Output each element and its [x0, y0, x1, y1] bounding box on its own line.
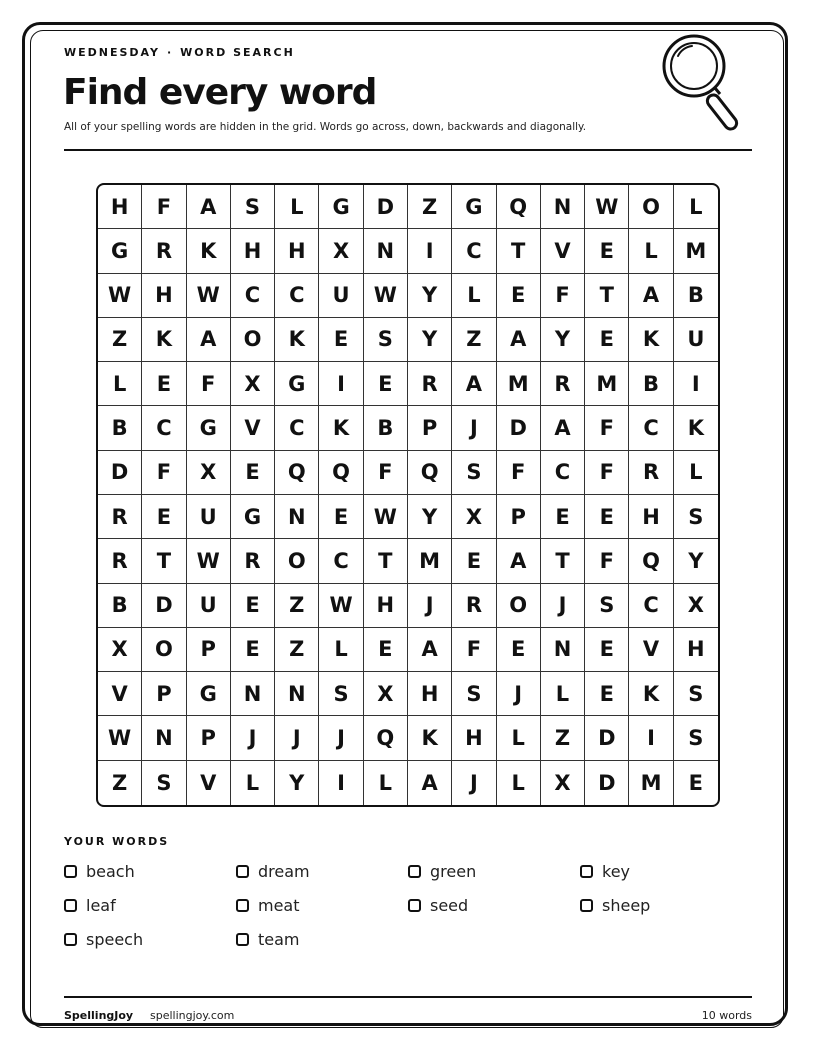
- grid-cell: W: [187, 274, 231, 318]
- grid-cell: J: [319, 716, 363, 760]
- grid-cell: R: [629, 451, 673, 495]
- grid-cell: I: [319, 761, 363, 805]
- grid-cell: L: [629, 229, 673, 273]
- grid-cell: E: [364, 628, 408, 672]
- grid-cell: Q: [629, 539, 673, 583]
- grid-cell: J: [541, 584, 585, 628]
- grid-cell: L: [319, 628, 363, 672]
- grid-cell: K: [187, 229, 231, 273]
- grid-cell: N: [364, 229, 408, 273]
- grid-cell: I: [674, 362, 718, 406]
- grid-cell: E: [452, 539, 496, 583]
- word-item[interactable]: [236, 930, 300, 949]
- grid-cell: Z: [408, 185, 452, 229]
- grid-cell: E: [688, 770, 704, 795]
- grid-cell: N: [231, 672, 275, 716]
- word-label: leaf: [86, 896, 116, 915]
- grid-cell: L: [275, 185, 319, 229]
- grid-cell: W: [98, 274, 142, 318]
- grid-cell: M: [629, 761, 673, 805]
- grid-cell: V: [231, 406, 275, 450]
- grid-cell: C: [629, 406, 673, 450]
- grid-cell: W: [364, 274, 408, 318]
- grid-cell: H: [629, 495, 673, 539]
- footer-word-count: 10 words: [701, 1009, 752, 1022]
- grid-cell: S: [142, 761, 186, 805]
- grid-cell: L: [364, 761, 408, 805]
- grid-cell: K: [319, 406, 363, 450]
- grid-cell: Y: [408, 495, 452, 539]
- grid-cell: R: [231, 539, 275, 583]
- grid-cell: K: [674, 406, 718, 450]
- grid-cell: E: [497, 274, 541, 318]
- grid-cell: F: [142, 451, 186, 495]
- grid-cell: G: [187, 672, 231, 716]
- grid-cell: B: [674, 274, 718, 318]
- grid-cell: F: [142, 185, 186, 229]
- word-label: meat: [258, 896, 300, 915]
- grid-cell: K: [408, 716, 452, 760]
- grid-cell: V: [541, 229, 585, 273]
- grid-cell: A: [497, 318, 541, 362]
- grid-cell: F: [364, 451, 408, 495]
- day-label: WEDNESDAY: [64, 46, 160, 59]
- grid-cell: U: [187, 584, 231, 628]
- grid-cell: J: [452, 406, 496, 450]
- grid-cell: L: [674, 451, 718, 495]
- grid-cell: E: [585, 495, 629, 539]
- grid-cell: Q: [319, 451, 363, 495]
- grid-cell: G: [187, 406, 231, 450]
- grid-cell: O: [629, 185, 673, 229]
- grid-cell: D: [364, 185, 408, 229]
- grid-cell: F: [585, 451, 629, 495]
- grid-cell: A: [541, 406, 585, 450]
- page-title: Find every word: [63, 72, 377, 113]
- grid-cell: P: [497, 495, 541, 539]
- grid-cell: P: [142, 672, 186, 716]
- grid-cell: X: [98, 628, 142, 672]
- grid-cell: B: [98, 406, 142, 450]
- grid-cell: M: [674, 229, 718, 273]
- grid-cell: E: [364, 362, 408, 406]
- grid-cell: X: [452, 495, 496, 539]
- instructions: All of your spelling words are hidden in the grid. Words go across, down, backwards and diagonally.: [64, 121, 587, 133]
- grid-cell: F: [585, 539, 629, 583]
- grid-cell: A: [497, 539, 541, 583]
- grid-cell: E: [231, 451, 275, 495]
- grid-cell: Z: [275, 584, 319, 628]
- word-checkbox[interactable]: [64, 865, 77, 878]
- grid-cell: R: [98, 539, 142, 583]
- grid-cell: V: [187, 761, 231, 805]
- grid-cell: W: [187, 539, 231, 583]
- grid-cell: H: [452, 716, 496, 760]
- word-item[interactable]: [580, 862, 630, 881]
- grid-cell: Q: [275, 451, 319, 495]
- grid-cell: L: [541, 672, 585, 716]
- grid-cell: K: [275, 318, 319, 362]
- grid-cell: Y: [674, 539, 718, 583]
- grid-cell: W: [98, 716, 142, 760]
- grid-cell: B: [98, 584, 142, 628]
- word-list-heading: YOUR WORDS: [64, 835, 170, 848]
- footer-brand: SpellingJoy: [64, 1009, 134, 1022]
- grid-cell: U: [187, 495, 231, 539]
- grid-cell: O: [497, 584, 541, 628]
- grid-cell: Y: [275, 761, 319, 805]
- grid-cell: R: [452, 584, 496, 628]
- word-checkbox[interactable]: [408, 899, 421, 912]
- grid-cell: X: [364, 672, 408, 716]
- grid-cell: C: [541, 451, 585, 495]
- grid-cell: T: [497, 229, 541, 273]
- grid-cell: K: [629, 318, 673, 362]
- grid-cell: S: [674, 716, 718, 760]
- word-item[interactable]: [236, 896, 300, 915]
- grid-cell: N: [541, 628, 585, 672]
- grid-cell: L: [497, 716, 541, 760]
- grid-cell: L: [497, 761, 541, 805]
- grid-cell: D: [142, 584, 186, 628]
- word-checkbox[interactable]: [236, 933, 249, 946]
- grid-cell: X: [541, 761, 585, 805]
- magnifying-glass-icon: [656, 30, 744, 134]
- grid-cell: B: [364, 406, 408, 450]
- grid-cell: T: [142, 539, 186, 583]
- grid-cell: C: [142, 406, 186, 450]
- grid-cell: S: [452, 451, 496, 495]
- grid-cell: M: [585, 362, 629, 406]
- grid-cell: Y: [541, 318, 585, 362]
- grid-cell: I: [629, 716, 673, 760]
- grid-cell: S: [674, 495, 718, 539]
- grid-cell: X: [674, 584, 718, 628]
- grid-cell: E: [142, 362, 186, 406]
- grid-cell: O: [275, 539, 319, 583]
- word-checkbox[interactable]: [580, 899, 593, 912]
- grid-cell: Q: [364, 716, 408, 760]
- word-label: team: [258, 930, 300, 949]
- grid-cell: A: [187, 185, 231, 229]
- grid-cell: M: [408, 539, 452, 583]
- grid-cell: R: [142, 229, 186, 273]
- grid-cell: V: [629, 628, 673, 672]
- grid-cell: E: [231, 628, 275, 672]
- grid-cell: S: [674, 672, 718, 716]
- grid-cell: R: [98, 495, 142, 539]
- grid-cell: G: [98, 229, 142, 273]
- grid-cell: Z: [452, 318, 496, 362]
- grid-cell: E: [585, 628, 629, 672]
- grid-cell: Z: [98, 761, 142, 805]
- grid-cell: Z: [98, 318, 142, 362]
- grid-cell: D: [585, 716, 629, 760]
- grid-cell: G: [231, 495, 275, 539]
- grid-cell: N: [275, 672, 319, 716]
- grid-cell: W: [364, 495, 408, 539]
- grid-cell: E: [585, 229, 629, 273]
- grid-cell: E: [319, 318, 363, 362]
- grid-cell: J: [275, 716, 319, 760]
- grid-cell: D: [585, 761, 629, 805]
- grid-cell: E: [231, 584, 275, 628]
- grid-cell: H: [408, 672, 452, 716]
- grid-cell: X: [319, 229, 363, 273]
- word-checkbox[interactable]: [236, 865, 249, 878]
- grid-cell: K: [629, 672, 673, 716]
- grid-cell: P: [187, 716, 231, 760]
- word-checkbox[interactable]: [408, 865, 421, 878]
- word-item[interactable]: [64, 862, 135, 881]
- eyebrow: [64, 46, 295, 59]
- grid-cell: R: [541, 362, 585, 406]
- grid-cell: L: [231, 761, 275, 805]
- word-item[interactable]: [408, 896, 468, 915]
- grid-cell: J: [408, 584, 452, 628]
- grid-cell: C: [452, 229, 496, 273]
- grid-cell: E: [142, 495, 186, 539]
- grid-cell: N: [541, 185, 585, 229]
- grid-cell: C: [275, 274, 319, 318]
- grid-cell: T: [585, 274, 629, 318]
- grid-cell: S: [452, 672, 496, 716]
- grid-cell: U: [674, 318, 718, 362]
- grid-cell: I: [408, 229, 452, 273]
- grid-cell: S: [319, 672, 363, 716]
- grid-cell: L: [452, 274, 496, 318]
- grid-cell: Z: [541, 716, 585, 760]
- word-label: beach: [86, 862, 135, 881]
- word-item[interactable]: [236, 862, 310, 881]
- grid-cell: E: [497, 628, 541, 672]
- grid-cell: H: [98, 185, 142, 229]
- grid-cell: C: [319, 539, 363, 583]
- grid-cell: K: [142, 318, 186, 362]
- grid-cell: W: [585, 185, 629, 229]
- grid-cell: V: [98, 672, 142, 716]
- header-divider: [64, 149, 752, 151]
- eyebrow-separator: ·: [166, 46, 174, 59]
- grid-cell: Y: [408, 318, 452, 362]
- footer-site: spellingjoy.com: [150, 1009, 235, 1022]
- word-label: key: [602, 862, 631, 881]
- word-checkbox[interactable]: [64, 933, 77, 946]
- grid-cell: J: [452, 761, 496, 805]
- footer-divider: [64, 996, 752, 998]
- word-label: seed: [430, 896, 469, 915]
- grid-cell: F: [187, 362, 231, 406]
- grid-cell: A: [408, 628, 452, 672]
- grid-cell: S: [364, 318, 408, 362]
- grid-cell: A: [187, 318, 231, 362]
- grid-cell: D: [98, 451, 142, 495]
- grid-cell: H: [275, 229, 319, 273]
- grid-cell: Q: [497, 185, 541, 229]
- grid-cell: J: [231, 716, 275, 760]
- grid-cell: P: [187, 628, 231, 672]
- grid-cell: J: [497, 672, 541, 716]
- grid-cell: Z: [275, 628, 319, 672]
- grid-cell: A: [408, 761, 452, 805]
- grid-cell: H: [142, 274, 186, 318]
- grid-cell: B: [629, 362, 673, 406]
- word-item[interactable]: [64, 896, 116, 915]
- grid-cell: C: [629, 584, 673, 628]
- grid-cell: Q: [408, 451, 452, 495]
- grid-cell: G: [319, 185, 363, 229]
- grid-cell: F: [541, 274, 585, 318]
- grid-cell: F: [585, 406, 629, 450]
- word-item[interactable]: [408, 862, 476, 881]
- grid-cell: A: [629, 274, 673, 318]
- grid-cell: G: [275, 362, 319, 406]
- word-checkbox[interactable]: [236, 899, 249, 912]
- grid-cell: M: [497, 362, 541, 406]
- word-label: sheep: [602, 896, 651, 915]
- grid-cell: W: [319, 584, 363, 628]
- grid-cell: D: [497, 406, 541, 450]
- word-item[interactable]: [580, 896, 650, 915]
- letter-grid: [96, 183, 720, 807]
- grid-cell: L: [98, 362, 142, 406]
- grid-cell: H: [674, 628, 718, 672]
- grid-cell: A: [452, 362, 496, 406]
- grid-cell: T: [541, 539, 585, 583]
- word-checkbox[interactable]: [580, 865, 593, 878]
- grid-cell: H: [364, 584, 408, 628]
- grid-cell: U: [319, 274, 363, 318]
- grid-cell: N: [142, 716, 186, 760]
- grid-cell: P: [408, 406, 452, 450]
- grid-cell: S: [231, 185, 275, 229]
- grid-cell: E: [319, 495, 363, 539]
- grid-cell: O: [142, 628, 186, 672]
- grid-cell: X: [187, 451, 231, 495]
- grid-cell: E: [541, 495, 585, 539]
- grid-cell: T: [364, 539, 408, 583]
- grid-cell: L: [674, 185, 718, 229]
- word-label: green: [430, 862, 477, 881]
- grid-cell: O: [231, 318, 275, 362]
- word-label: speech: [86, 930, 144, 949]
- grid-cell: C: [231, 274, 275, 318]
- grid-cell: R: [408, 362, 452, 406]
- grid-cell: I: [319, 362, 363, 406]
- grid-cell: E: [585, 672, 629, 716]
- word-label: dream: [258, 862, 310, 881]
- grid-cell: X: [231, 362, 275, 406]
- word-item[interactable]: [64, 930, 143, 949]
- grid-cell: G: [452, 185, 496, 229]
- grid-cell: E: [585, 318, 629, 362]
- grid-cell: S: [585, 584, 629, 628]
- grid-cell: F: [497, 451, 541, 495]
- word-checkbox[interactable]: [64, 899, 77, 912]
- grid-cell: C: [275, 406, 319, 450]
- grid-cell: N: [275, 495, 319, 539]
- grid-cell: F: [452, 628, 496, 672]
- grid-cell: Y: [408, 274, 452, 318]
- activity-label: WORD SEARCH: [180, 46, 295, 59]
- grid-cell: H: [231, 229, 275, 273]
